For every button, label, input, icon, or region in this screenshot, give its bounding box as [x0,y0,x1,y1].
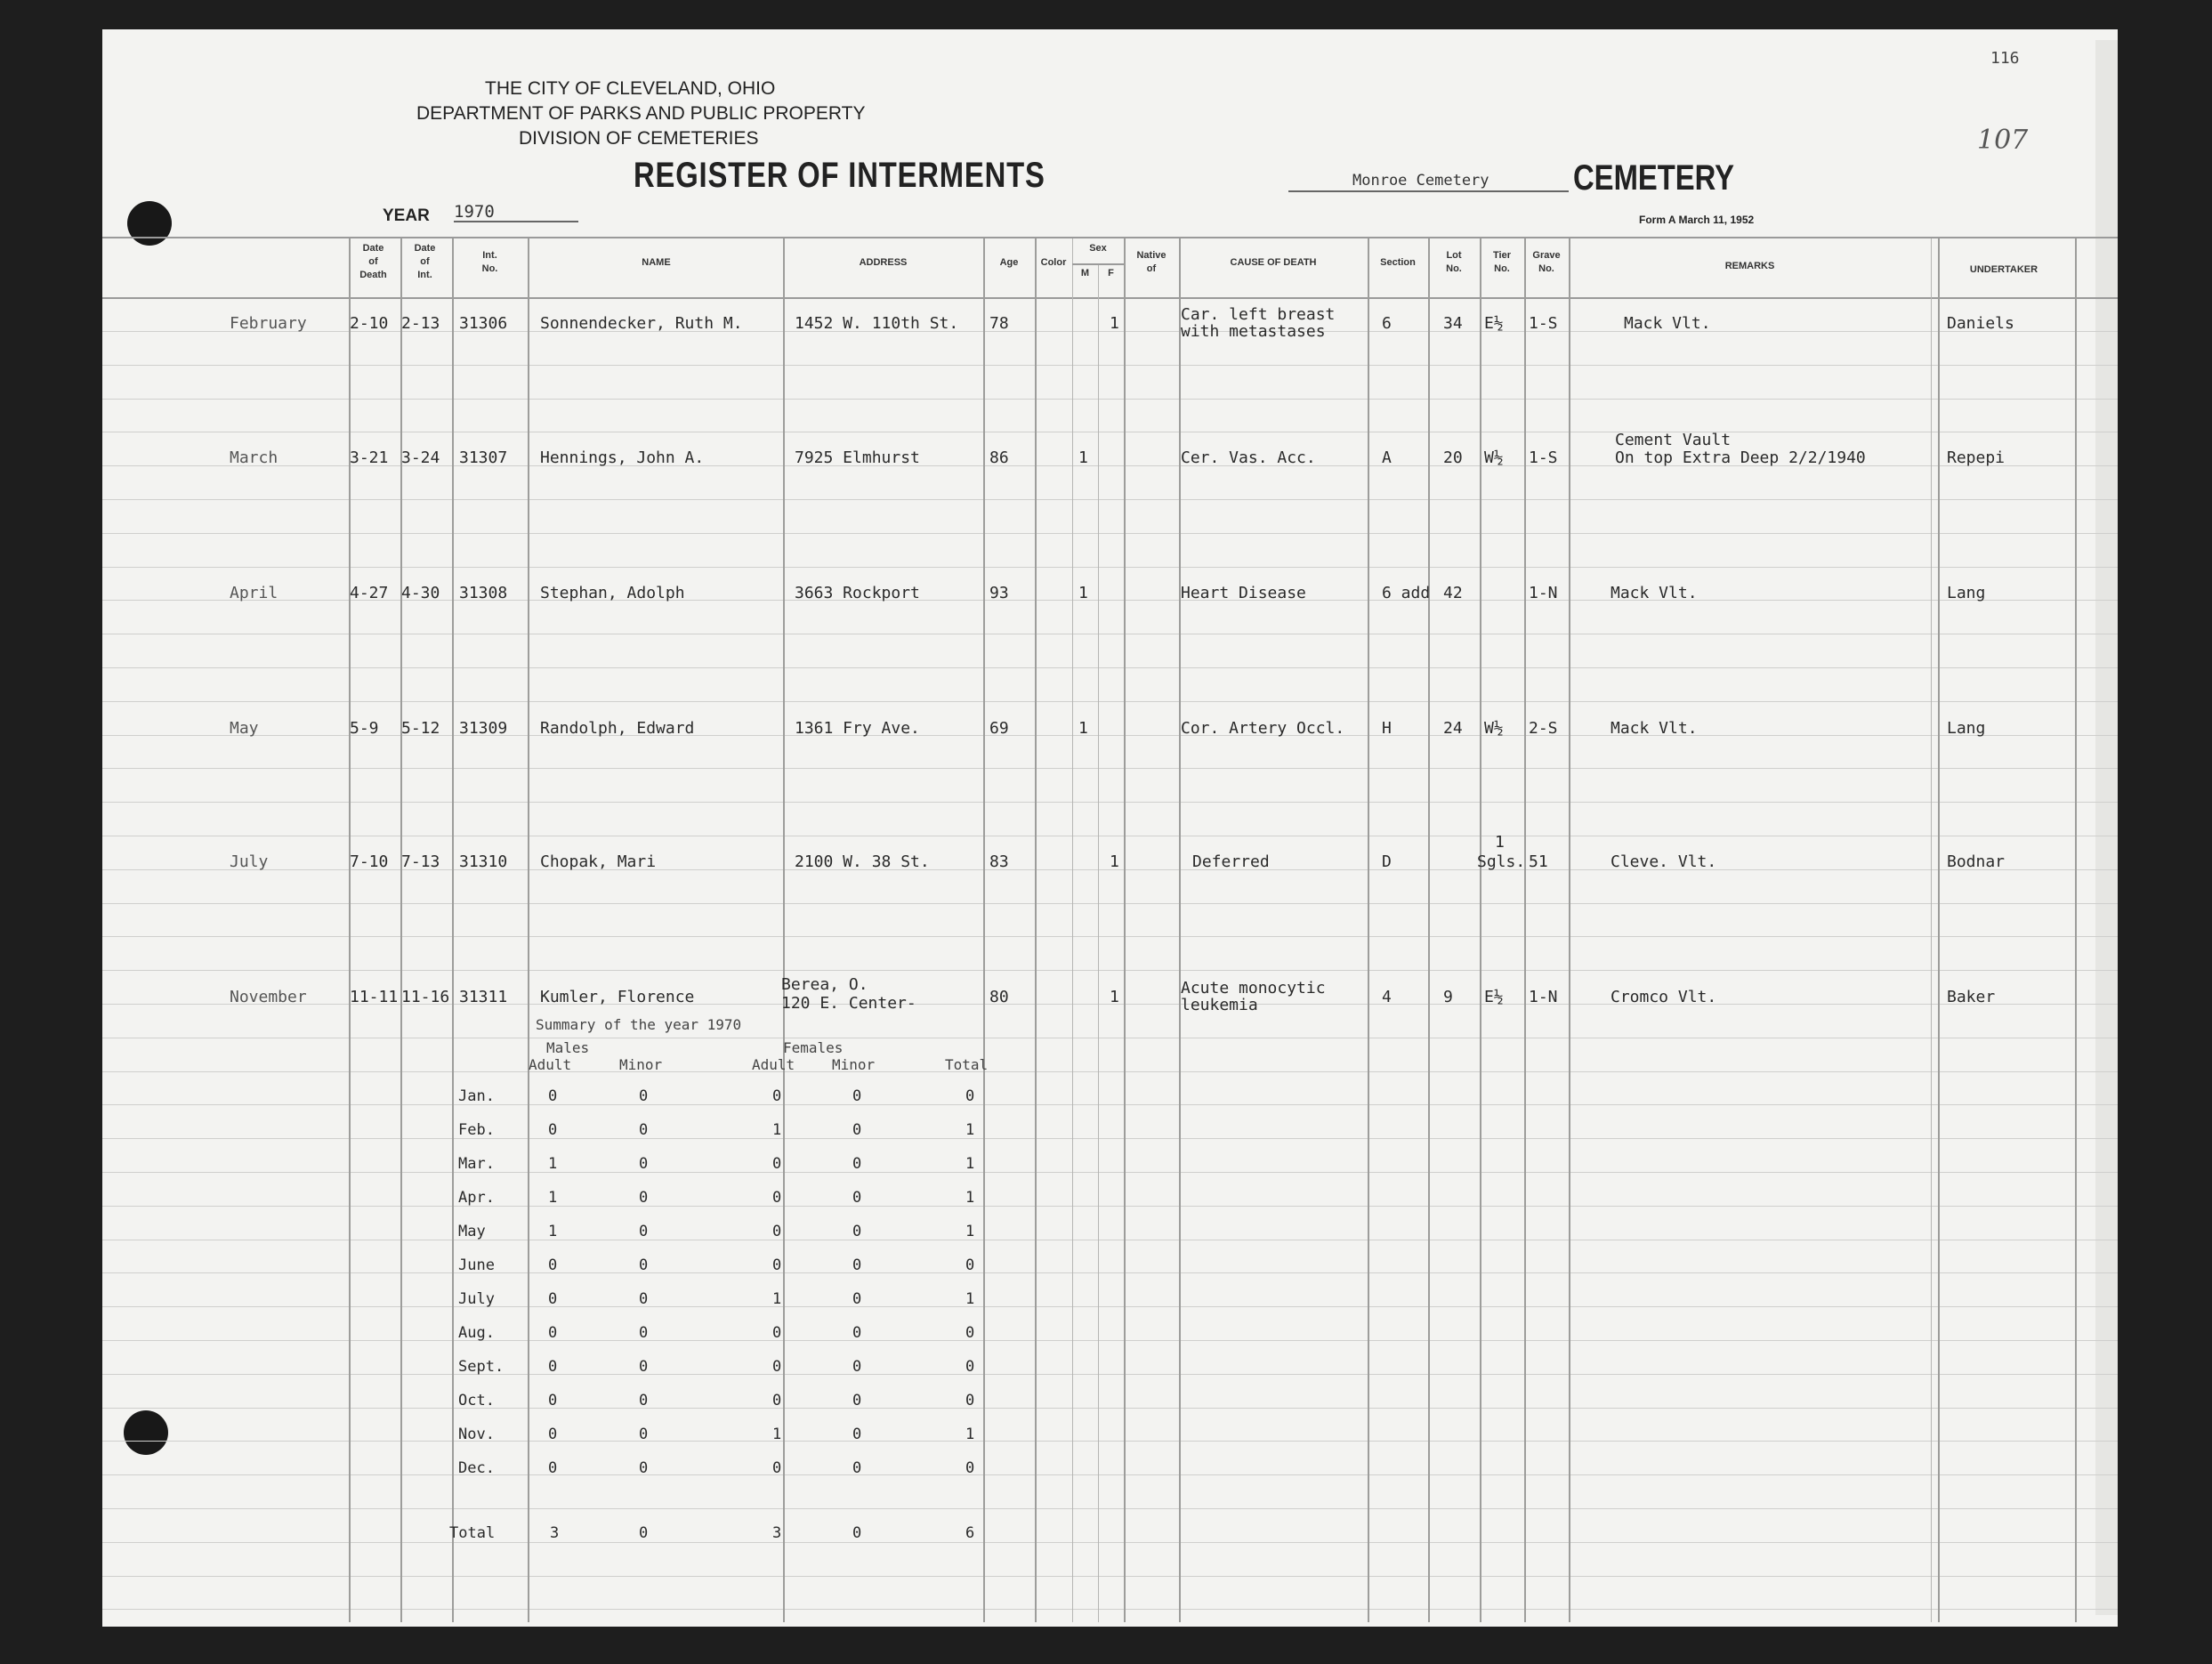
summary-grand-male-minor: 0 [639,1524,649,1542]
entry-name: Chopak, Mari [540,852,657,871]
entry-section: H [1382,719,1392,738]
column-rule [1569,238,1570,1622]
col-date-int: Date of Int. [414,243,436,280]
summary-male-minor: 0 [639,1223,649,1240]
summary-month: Oct. [458,1392,495,1410]
summary-male-minor: 0 [639,1290,649,1308]
summary-female-adult: 0 [772,1358,782,1376]
entry-age: 86 [989,448,1009,467]
col-native: Native of [1136,250,1167,274]
ruled-line [102,1474,2118,1475]
summary-grand-male-adult: 3 [550,1524,560,1542]
handwritten-folio: 107 [1977,125,2029,156]
column-rule [1938,238,1940,1622]
summary-female-adult-label: Adult [752,1056,795,1073]
entry-address: 1452 W. 110th St. [795,314,959,333]
entry-lot: 20 [1443,448,1463,467]
summary-total: 0 [965,1324,975,1342]
summary-female-minor-label: Minor [832,1056,876,1073]
entry-date-death: 2-10 [350,314,389,333]
summary-female-minor: 0 [852,1290,862,1308]
header-bottom-rule [102,297,2118,299]
entry-address: Berea, O. [781,975,868,994]
ruled-line [102,1206,2118,1207]
ruled-line [102,1542,2118,1543]
summary-male-adult: 0 [548,1121,558,1139]
entry-section: 6 [1382,314,1392,333]
summary-female-adult: 1 [772,1426,782,1443]
entry-undertaker: Bodnar [1947,852,2006,871]
entry-tier: E½ [1484,988,1504,1006]
summary-female-minor: 0 [852,1256,862,1274]
entry-grave: 1-S [1529,314,1558,333]
summary-female-minor: 0 [852,1358,862,1376]
summary-male-minor: 0 [639,1189,649,1207]
summary-total: 1 [965,1290,975,1308]
col-date-death: Date of Death [359,243,387,280]
entry-month: April [230,584,279,602]
entry-date-death: 5-9 [350,719,379,738]
summary-month: Dec. [458,1459,495,1477]
ruled-line [102,768,2118,769]
entry-month: July [230,852,269,871]
entry-remarks: Cleve. Vlt. [1611,852,1717,871]
ruled-line [102,701,2118,702]
summary-total: 1 [965,1223,975,1240]
column-rule [349,238,351,1622]
summary-grand-female-minor: 0 [852,1524,862,1542]
summary-males: Males [546,1039,590,1056]
entry-int-no: 31309 [459,719,508,738]
ruled-line [102,1172,2118,1173]
entry-sex-f: 1 [1110,314,1119,333]
year-value: 1970 [454,202,495,222]
entry-cause: Acute monocytic [1181,979,1326,998]
city-heading: THE CITY OF CLEVELAND, OHIO [485,78,776,99]
ruled-line [102,936,2118,937]
binder-hole-top [127,201,172,246]
entry-sex-m: 1 [1078,719,1088,738]
summary-male-adult: 0 [548,1459,558,1477]
ruled-line [102,1609,2118,1610]
ruled-line [102,802,2118,803]
summary-female-minor: 0 [852,1459,862,1477]
column-rule [1931,238,1932,1622]
entry-date-death: 11-11 [350,988,399,1006]
summary-female-adult: 0 [772,1223,782,1240]
entry-sex-f: 1 [1110,988,1119,1006]
entry-grave: 1-S [1529,448,1558,467]
summary-total: 1 [965,1121,975,1139]
col-address: ADDRESS [859,257,908,268]
summary-month: July [458,1290,495,1308]
ruled-line [102,1071,2118,1072]
summary-female-minor: 0 [852,1324,862,1342]
entry-grave: 1-N [1529,584,1558,602]
summary-male-minor: 0 [639,1324,649,1342]
summary-male-minor: 0 [639,1087,649,1105]
entry-lot: 24 [1443,719,1463,738]
summary-male-adult: 0 [548,1256,558,1274]
entry-cause: Deferred [1192,852,1270,871]
entry-grave: 1-N [1529,988,1558,1006]
col-section: Section [1380,257,1416,268]
summary-month: Sept. [458,1358,505,1376]
summary-female-adult: 0 [772,1256,782,1274]
summary-male-adult: 0 [548,1426,558,1443]
page-edge [2095,40,2118,1615]
entry-undertaker: Lang [1947,719,1986,738]
entry-section: A [1382,448,1392,467]
summary-female-minor: 0 [852,1392,862,1410]
column-rule [1428,238,1430,1622]
summary-month: Nov. [458,1426,495,1443]
col-name: NAME [642,257,671,268]
entry-lot: 9 [1443,988,1453,1006]
entry-remarks: Mack Vlt. [1624,314,1711,333]
entry-date-int: 11-16 [401,988,450,1006]
entry-cause: Cor. Artery Occl. [1181,719,1345,738]
entry-cause: with metastases [1181,322,1326,341]
summary-female-adult: 0 [772,1392,782,1410]
summary-female-adult: 1 [772,1121,782,1139]
entry-name: Sonnendecker, Ruth M. [540,314,743,333]
entry-tier: 1 [1495,833,1505,852]
ruled-line [102,1272,2118,1273]
summary-female-minor: 0 [852,1223,862,1240]
summary-male-adult: 0 [548,1358,558,1376]
entry-lot: 42 [1443,584,1463,602]
entry-date-int: 4-30 [401,584,440,602]
summary-male-minor: 0 [639,1392,649,1410]
ruled-line [102,1408,2118,1409]
summary-total: 1 [965,1426,975,1443]
column-rule [528,238,529,1622]
entry-remarks: On top Extra Deep 2/2/1940 [1615,448,1866,467]
summary-month: Feb. [458,1121,495,1139]
summary-female-adult: 1 [772,1290,782,1308]
entry-address-line2: 120 E. Center- [781,994,916,1013]
entry-address: 3663 Rockport [795,584,920,602]
form-number: Form A March 11, 1952 [1639,214,1755,226]
binder-hole-bottom [124,1410,168,1455]
column-rule [1072,238,1073,1622]
entry-name: Kumler, Florence [540,988,695,1006]
summary-male-minor-label: Minor [619,1056,663,1073]
entry-remarks: Cromco Vlt. [1611,988,1717,1006]
col-tier: Tier No. [1493,250,1511,274]
summary-grand-total: 6 [965,1524,975,1542]
column-rule [1035,238,1037,1622]
entry-remarks: Mack Vlt. [1611,584,1698,602]
entry-section: 6 add [1382,584,1431,602]
col-sex-f: F [1108,268,1114,279]
cemetery-label: CEMETERY [1573,158,1735,198]
entry-cause: leukemia [1181,996,1258,1014]
ruled-line [102,1374,2118,1375]
entry-age: 83 [989,852,1009,871]
summary-male-minor: 0 [639,1426,649,1443]
entry-remarks: Cement Vault [1615,431,1732,449]
entry-date-int: 5-12 [401,719,440,738]
entry-month: May [230,719,259,738]
column-rule [1524,238,1526,1622]
col-age: Age [999,257,1019,268]
entry-date-death: 4-27 [350,584,389,602]
register-title: REGISTER OF INTERMENTS [634,156,1045,195]
entry-cause: Car. left breast [1181,305,1336,324]
entry-age: 69 [989,719,1009,738]
summary-month: Mar. [458,1155,495,1173]
entry-name: Stephan, Adolph [540,584,685,602]
entry-date-death: 7-10 [350,852,389,871]
entry-tier: Sgls. [1477,852,1526,871]
entry-int-no: 31306 [459,314,508,333]
entry-undertaker: Baker [1947,988,1996,1006]
entry-date-int: 7-13 [401,852,440,871]
summary-total: 0 [965,1256,975,1274]
column-rule [983,238,985,1622]
summary-male-adult: 1 [548,1155,558,1173]
entry-cause: Heart Disease [1181,584,1306,602]
entry-remarks: Mack Vlt. [1611,719,1698,738]
ruled-line [102,499,2118,500]
ruled-line [102,399,2118,400]
summary-male-adult: 0 [548,1324,558,1342]
entry-date-int: 2-13 [401,314,440,333]
summary-male-adult-label: Adult [529,1056,572,1073]
column-rule [1124,238,1126,1622]
summary-female-minor: 0 [852,1155,862,1173]
table-top-rule [102,237,2118,238]
column-rule [452,238,454,1622]
col-undertaker: UNDERTAKER [1969,264,2038,275]
summary-female-minor: 0 [852,1189,862,1207]
summary-grand-female-adult: 3 [772,1524,782,1542]
entry-cause: Cer. Vas. Acc. [1181,448,1316,467]
summary-total-label: Total [945,1056,989,1073]
col-sex: Sex [1089,243,1107,254]
summary-females: Females [783,1039,844,1056]
summary-female-adult: 0 [772,1324,782,1342]
entry-sex-f: 1 [1110,852,1119,871]
col-grave: Grave No. [1532,250,1561,274]
col-remarks: REMARKS [1724,261,1775,271]
summary-male-adult: 1 [548,1223,558,1240]
summary-total: 0 [965,1358,975,1376]
ruled-line [102,1441,2118,1442]
entry-undertaker: Repepi [1947,448,2006,467]
summary-month: Apr. [458,1189,495,1207]
page-number: 116 [1990,49,2020,68]
summary-title: Summary of the year 1970 [536,1016,742,1033]
entry-undertaker: Lang [1947,584,1986,602]
entry-int-no: 31307 [459,448,508,467]
entry-month: February [230,314,307,333]
col-sex-m: M [1080,268,1090,279]
ruled-line [102,365,2118,366]
column-rule [783,238,785,1622]
entry-tier: W½ [1484,448,1504,467]
ruled-line [102,533,2118,534]
entry-name: Randolph, Edward [540,719,695,738]
summary-male-adult: 0 [548,1392,558,1410]
entry-month: March [230,448,279,467]
sex-split-rule [1098,263,1099,1622]
ruled-line [102,1104,2118,1105]
summary-grand-total-label: Total [449,1524,496,1542]
entry-month: November [230,988,307,1006]
entry-address: 1361 Fry Ave. [795,719,920,738]
summary-male-adult: 0 [548,1087,558,1105]
department-heading: DEPARTMENT OF PARKS AND PUBLIC PROPERTY [416,103,866,124]
summary-male-minor: 0 [639,1155,649,1173]
entry-name: Hennings, John A. [540,448,705,467]
entry-int-no: 31310 [459,852,508,871]
summary-total: 1 [965,1155,975,1173]
summary-total: 0 [965,1392,975,1410]
ruled-line [102,1138,2118,1139]
entry-lot: 34 [1443,314,1463,333]
entry-section: D [1382,852,1392,871]
ruled-line [102,1576,2118,1577]
summary-male-minor: 0 [639,1121,649,1139]
ruled-line [102,970,2118,971]
sex-header-rule [1072,263,1124,265]
ruled-line [102,903,2118,904]
entry-age: 78 [989,314,1009,333]
cemetery-name: Monroe Cemetery [1352,172,1489,190]
ruled-line [102,1306,2118,1307]
summary-total: 0 [965,1087,975,1105]
summary-month: May [458,1223,486,1240]
division-heading: DIVISION OF CEMETERIES [519,128,759,149]
year-label: YEAR [383,206,430,225]
summary-total: 1 [965,1189,975,1207]
summary-male-minor: 0 [639,1256,649,1274]
entry-sex-m: 1 [1078,584,1088,602]
summary-total: 0 [965,1459,975,1477]
entry-grave: 2-S [1529,719,1558,738]
summary-female-adult: 0 [772,1459,782,1477]
entry-tier: W½ [1484,719,1504,738]
entry-address: 7925 Elmhurst [795,448,920,467]
column-rule [1179,238,1181,1622]
entry-date-int: 3-24 [401,448,440,467]
col-color: Color [1040,257,1067,268]
entry-sex-m: 1 [1078,448,1088,467]
summary-female-adult: 0 [772,1189,782,1207]
summary-male-adult: 1 [548,1189,558,1207]
summary-female-adult: 0 [772,1155,782,1173]
summary-male-minor: 0 [639,1358,649,1376]
entry-int-no: 31308 [459,584,508,602]
entry-age: 93 [989,584,1009,602]
entry-age: 80 [989,988,1009,1006]
summary-male-minor: 0 [639,1459,649,1477]
ruled-line [102,567,2118,568]
summary-month: Aug. [458,1324,495,1342]
entry-date-death: 3-21 [350,448,389,467]
ruled-line [102,1508,2118,1509]
entry-grave: 51 [1529,852,1548,871]
entry-int-no: 31311 [459,988,508,1006]
col-int-no: Int. No. [481,250,498,274]
ruled-line [102,667,2118,668]
summary-female-minor: 0 [852,1121,862,1139]
entry-section: 4 [1382,988,1392,1006]
summary-female-minor: 0 [852,1087,862,1105]
summary-month: Jan. [458,1087,495,1105]
column-rule [1368,238,1369,1622]
col-cause: CAUSE OF DEATH [1230,257,1317,268]
column-rule [1480,238,1481,1622]
summary-month: June [458,1256,495,1274]
column-rule [400,238,402,1622]
ruled-line [102,1340,2118,1341]
entry-tier: E½ [1484,314,1504,333]
col-lot: Lot No. [1446,250,1462,274]
entry-address: 2100 W. 38 St. [795,852,930,871]
column-rule [2075,238,2077,1622]
entry-undertaker: Daniels [1947,314,2014,333]
summary-male-adult: 0 [548,1290,558,1308]
summary-female-adult: 0 [772,1087,782,1105]
summary-female-minor: 0 [852,1426,862,1443]
cemetery-underline [1288,190,1569,192]
